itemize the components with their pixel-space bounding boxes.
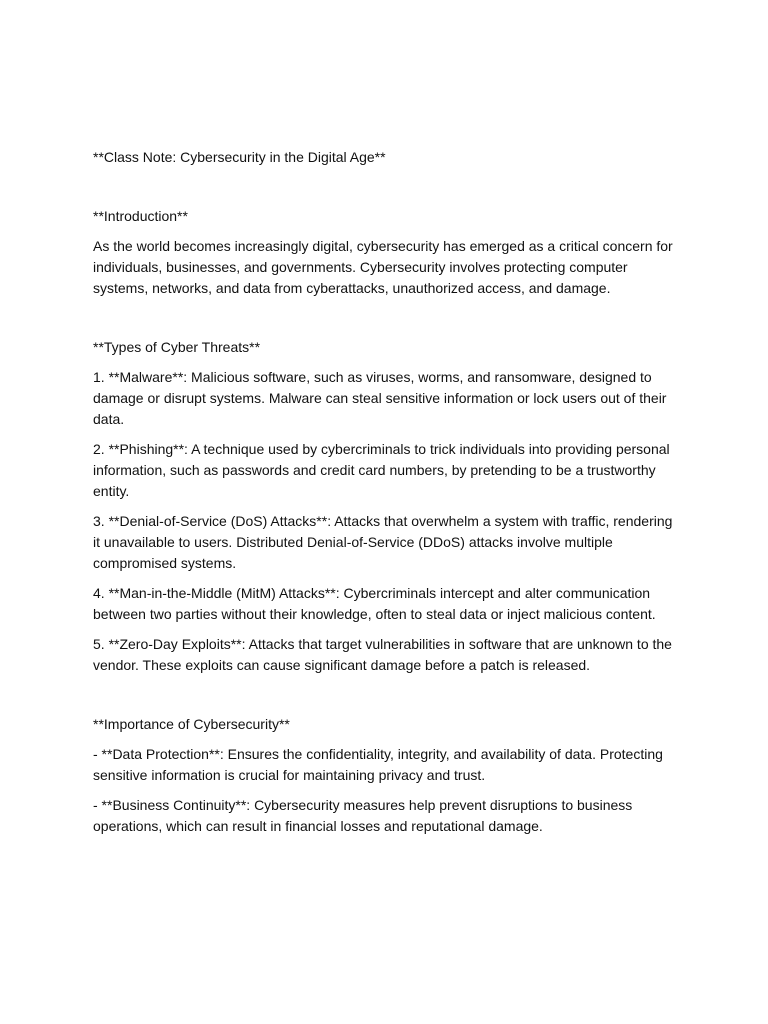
intro-heading: **Introduction**: [93, 208, 188, 224]
document-title: **Class Note: Cybersecurity in the Digital Age**: [93, 149, 386, 165]
threat-item-phishing: 2. **Phishing**: A technique used by cybercriminals to trick individuals into providing personal information, such as passwords and credit card numbers, by pretending to be a trustworthy entity.: [93, 441, 670, 499]
importance-item-business-continuity: - **Business Continuity**: Cybersecurity measures help prevent disruptions to business operations, which can result in financial losses and reputational damage.: [93, 797, 633, 834]
threat-item-dos: 3. **Denial-of-Service (DoS) Attacks**: Attacks that overwhelm a system with traffic, rendering it unavailable to users. Distributed Denial-of-Service (DDoS) attacks involve multiple compromised systems.: [93, 513, 673, 571]
threat-item-malware: 1. **Malware**: Malicious software, such as viruses, worms, and ransomware, designed to damage or disrupt systems. Malware can steal sensitive information or lock users out of their data.: [93, 369, 667, 427]
importance-item-data-protection: - **Data Protection**: Ensures the confidentiality, integrity, and availability of data. Protecting sensitive information is crucial for maintaining privacy and trust.: [93, 746, 663, 783]
threats-heading: **Types of Cyber Threats**: [93, 339, 261, 355]
intro-paragraph: As the world becomes increasingly digital, cybersecurity has emerged as a critical concern for individuals, businesses, and governments. Cybersecurity involves protecting computer systems, networks, and data from cyberattacks, unauthorized access, and damage.: [93, 238, 673, 296]
importance-heading: **Importance of Cybersecurity**: [93, 716, 290, 732]
document-page: [93, 147, 683, 846]
threat-item-mitm: 4. **Man-in-the-Middle (MitM) Attacks**: Cybercriminals intercept and alter communication between two parties without their knowledge, often to steal data or inject malicious content.: [93, 585, 656, 622]
threat-item-zero-day: 5. **Zero-Day Exploits**: Attacks that target vulnerabilities in software that are unknown to the vendor. These exploits can cause significant damage before a patch is released.: [93, 636, 672, 673]
